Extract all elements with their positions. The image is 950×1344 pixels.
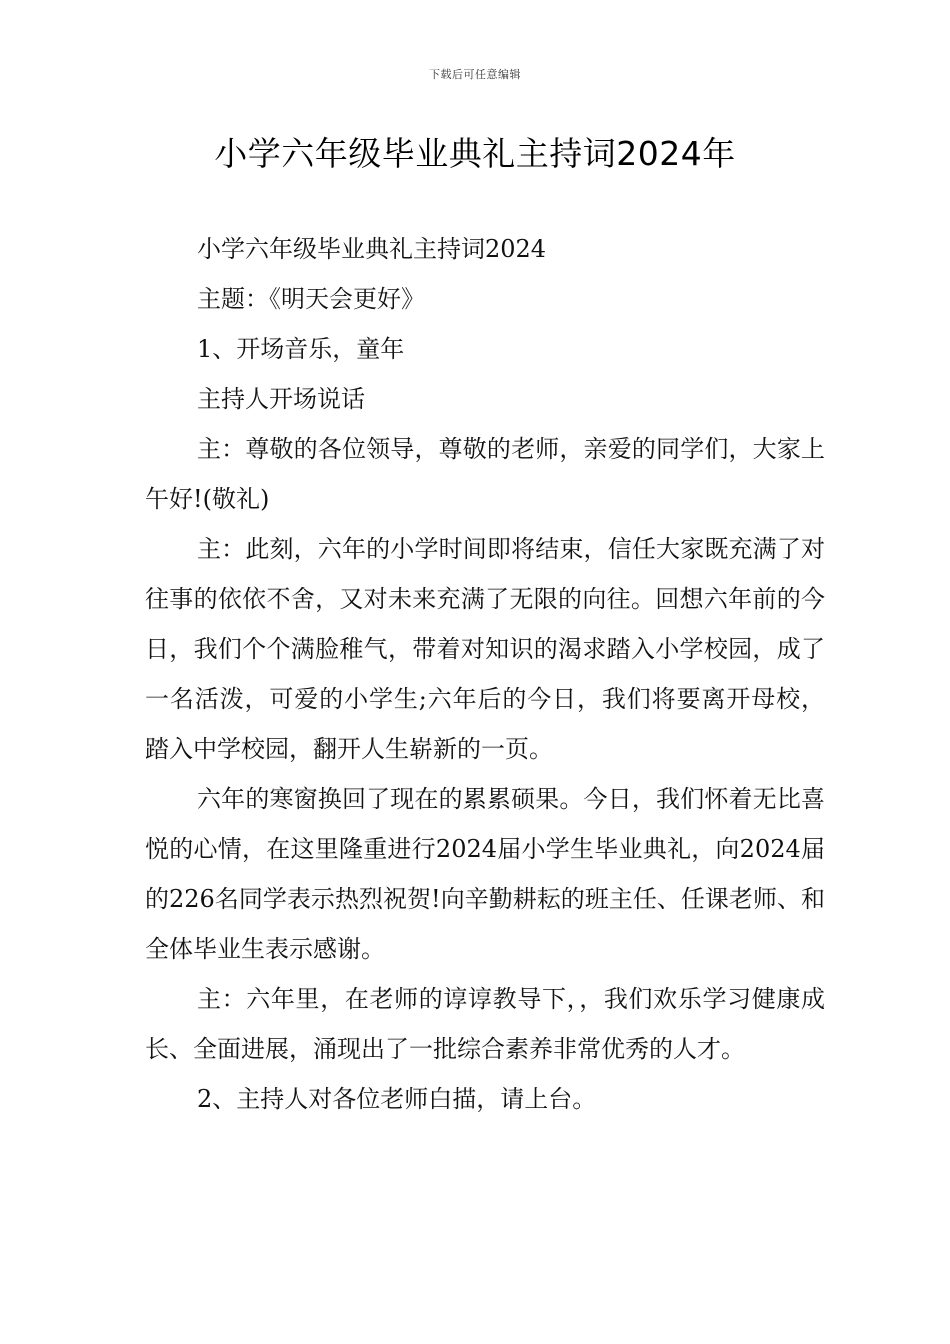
paragraph-subtitle: 小学六年级毕业典礼主持词2024 <box>197 235 547 263</box>
paragraph-growth: 主：六年里，在老师的谆谆教导下，，我们欢乐学习健康成长、全面进展，涌现出了一批综合素养非常优秀的人才。 <box>145 985 825 1063</box>
paragraph-teachers: 2、主持人对各位老师白描，请上台。 <box>197 1085 597 1113</box>
paragraph-reflection: 主：此刻，六年的小学时间即将结束，信任大家既充满了对往事的依依不舍，又对未来充满了无限的向往。回想六年前的今日，我们个个满脸稚气，带着对知识的渴求踏入小学校园，成了一名活泼，可爱的小学生;六年后的今日，我们将要离开母校，踏入中学校园，翻开人生崭新的一页。 <box>145 535 825 763</box>
document-body <box>145 224 825 1124</box>
paragraph-achievements: 六年的寒窗换回了现在的累累硕果。今日，我们怀着无比喜悦的心情，在这里隆重进行2024届小学生毕业典礼，向2024届的226名同学表示热烈祝贺!向辛勤耕耘的班主任、任课老师、和全体毕业生表示感谢。 <box>145 785 825 963</box>
paragraph-theme: 主题：《明天会更好》 <box>197 285 425 313</box>
paragraph-greeting: 主：尊敬的各位领导，尊敬的老师，亲爱的同学们，大家上午好!(敬礼) <box>145 435 825 513</box>
paragraph-opening-music: 1、开场音乐，童年 <box>197 335 405 363</box>
header-note: 下载后可任意编辑 <box>429 68 521 81</box>
paragraph-host-opening: 主持人开场说话 <box>197 385 365 413</box>
document-title: 小学六年级毕业典礼主持词2024年 <box>214 134 736 173</box>
